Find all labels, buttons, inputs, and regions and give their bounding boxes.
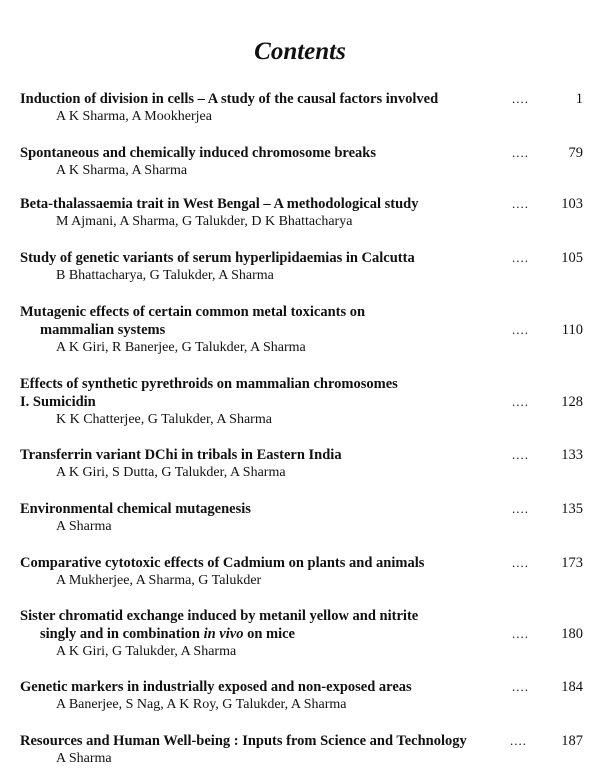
toc-entry xyxy=(20,196,585,232)
page-number: 1 xyxy=(575,91,583,107)
page-number: 180 xyxy=(561,626,583,642)
entry-title: Genetic markers in industrially exposed and non-exposed areas xyxy=(20,679,412,695)
entry-authors: A K Giri, R Banerjee, G Talukder, A Sharma xyxy=(56,340,306,355)
entry-authors: B Bhattacharya, G Talukder, A Sharma xyxy=(56,268,274,283)
entry-title: Transferrin variant DChi in tribals in Eastern India xyxy=(20,447,342,463)
toc-entry xyxy=(20,250,585,286)
leader-dots: .... xyxy=(512,501,529,516)
entry-title-line xyxy=(20,91,585,109)
toc-entry xyxy=(20,304,585,358)
entry-title-part: on mice xyxy=(243,626,295,642)
entry-authors: A Sharma xyxy=(56,751,112,766)
entry-title-line xyxy=(20,196,585,214)
entry-authors: A Mukherjee, A Sharma, G Talukder xyxy=(56,573,262,588)
toc-entry xyxy=(20,608,585,662)
entry-title: Resources and Human Well-being : Inputs from Science and Technology xyxy=(20,733,467,749)
leader-dots: .... xyxy=(512,626,529,641)
toc-entry xyxy=(20,555,585,591)
entry-title: Effects of synthetic pyrethroids on mammalian chromosomes xyxy=(20,376,398,392)
page-number: 173 xyxy=(561,555,583,571)
entry-title-line xyxy=(20,501,585,519)
leader-dots: .... xyxy=(512,145,529,160)
entry-title: Beta-thalassaemia trait in West Bengal – A methodological study xyxy=(20,196,419,212)
entry-title: Study of genetic variants of serum hyperlipidaemias in Calcutta xyxy=(20,250,415,266)
page-number: 79 xyxy=(568,145,583,161)
page-number: 110 xyxy=(561,322,583,338)
entry-title-line xyxy=(20,376,585,394)
entry-title-part: singly and in combination xyxy=(40,626,204,642)
entry-title-line xyxy=(20,447,585,465)
entry-title-continued: mammalian systems xyxy=(40,322,166,338)
toc-entry xyxy=(20,91,585,127)
leader-dots: .... xyxy=(512,394,529,409)
entry-title: Induction of division in cells – A study of the causal factors involved xyxy=(20,91,439,107)
toc-entry xyxy=(20,501,585,537)
toc-entry xyxy=(20,679,585,715)
entry-title-line xyxy=(20,608,585,626)
entry-title-line xyxy=(20,250,585,268)
page-number: 103 xyxy=(561,196,583,212)
entry-title-line xyxy=(20,555,585,573)
page-number: 128 xyxy=(561,394,583,410)
entry-title-line xyxy=(20,394,585,412)
entry-title-line xyxy=(20,679,585,697)
leader-dots: .... xyxy=(510,733,527,748)
toc-entry xyxy=(20,145,585,181)
entry-title-line xyxy=(20,733,585,751)
entry-authors: A Sharma xyxy=(56,519,112,534)
entry-authors: A K Sharma, A Sharma xyxy=(56,163,188,178)
leader-dots: .... xyxy=(512,447,529,462)
entry-authors: M Ajmani, A Sharma, G Talukder, D K Bhattacharya xyxy=(56,214,353,229)
leader-dots: .... xyxy=(512,250,529,265)
entry-title-line xyxy=(20,304,585,322)
entry-authors: A K Giri, G Talukder, A Sharma xyxy=(56,644,237,659)
toc-entry xyxy=(20,733,585,769)
page-number: 135 xyxy=(561,501,583,517)
page-title: Contents xyxy=(254,38,346,65)
entry-authors: A K Giri, S Dutta, G Talukder, A Sharma xyxy=(56,465,286,480)
entry-authors: A Banerjee, S Nag, A K Roy, G Talukder, A Sharma xyxy=(56,697,347,712)
entry-title: Spontaneous and chemically induced chromosome breaks xyxy=(20,145,376,161)
entry-authors: A K Sharma, A Mookherjea xyxy=(56,109,212,124)
entry-title: Mutagenic effects of certain common metal toxicants on xyxy=(20,304,366,320)
toc-entry xyxy=(20,376,585,430)
page-number: 187 xyxy=(561,733,583,749)
entry-title-line xyxy=(20,322,585,340)
entry-title-continued xyxy=(40,626,295,643)
page-number: 105 xyxy=(561,250,583,266)
entry-title-italic: in vivo xyxy=(203,626,244,642)
page-number: 133 xyxy=(561,447,583,463)
entry-title-continued: I. Sumicidin xyxy=(20,394,96,410)
entry-authors: K K Chatterjee, G Talukder, A Sharma xyxy=(56,412,272,427)
leader-dots: .... xyxy=(512,91,529,106)
entry-title-line xyxy=(20,626,585,644)
entry-title: Comparative cytotoxic effects of Cadmium on plants and animals xyxy=(20,555,425,571)
entry-title: Environmental chemical mutagenesis xyxy=(20,501,251,517)
leader-dots: .... xyxy=(512,322,529,337)
leader-dots: .... xyxy=(512,679,529,694)
page-number: 184 xyxy=(561,679,583,695)
entry-title: Sister chromatid exchange induced by metanil yellow and nitrite xyxy=(20,608,419,624)
entry-title-line xyxy=(20,145,585,163)
leader-dots: .... xyxy=(512,555,529,570)
leader-dots: .... xyxy=(512,196,529,211)
toc-entry xyxy=(20,447,585,483)
